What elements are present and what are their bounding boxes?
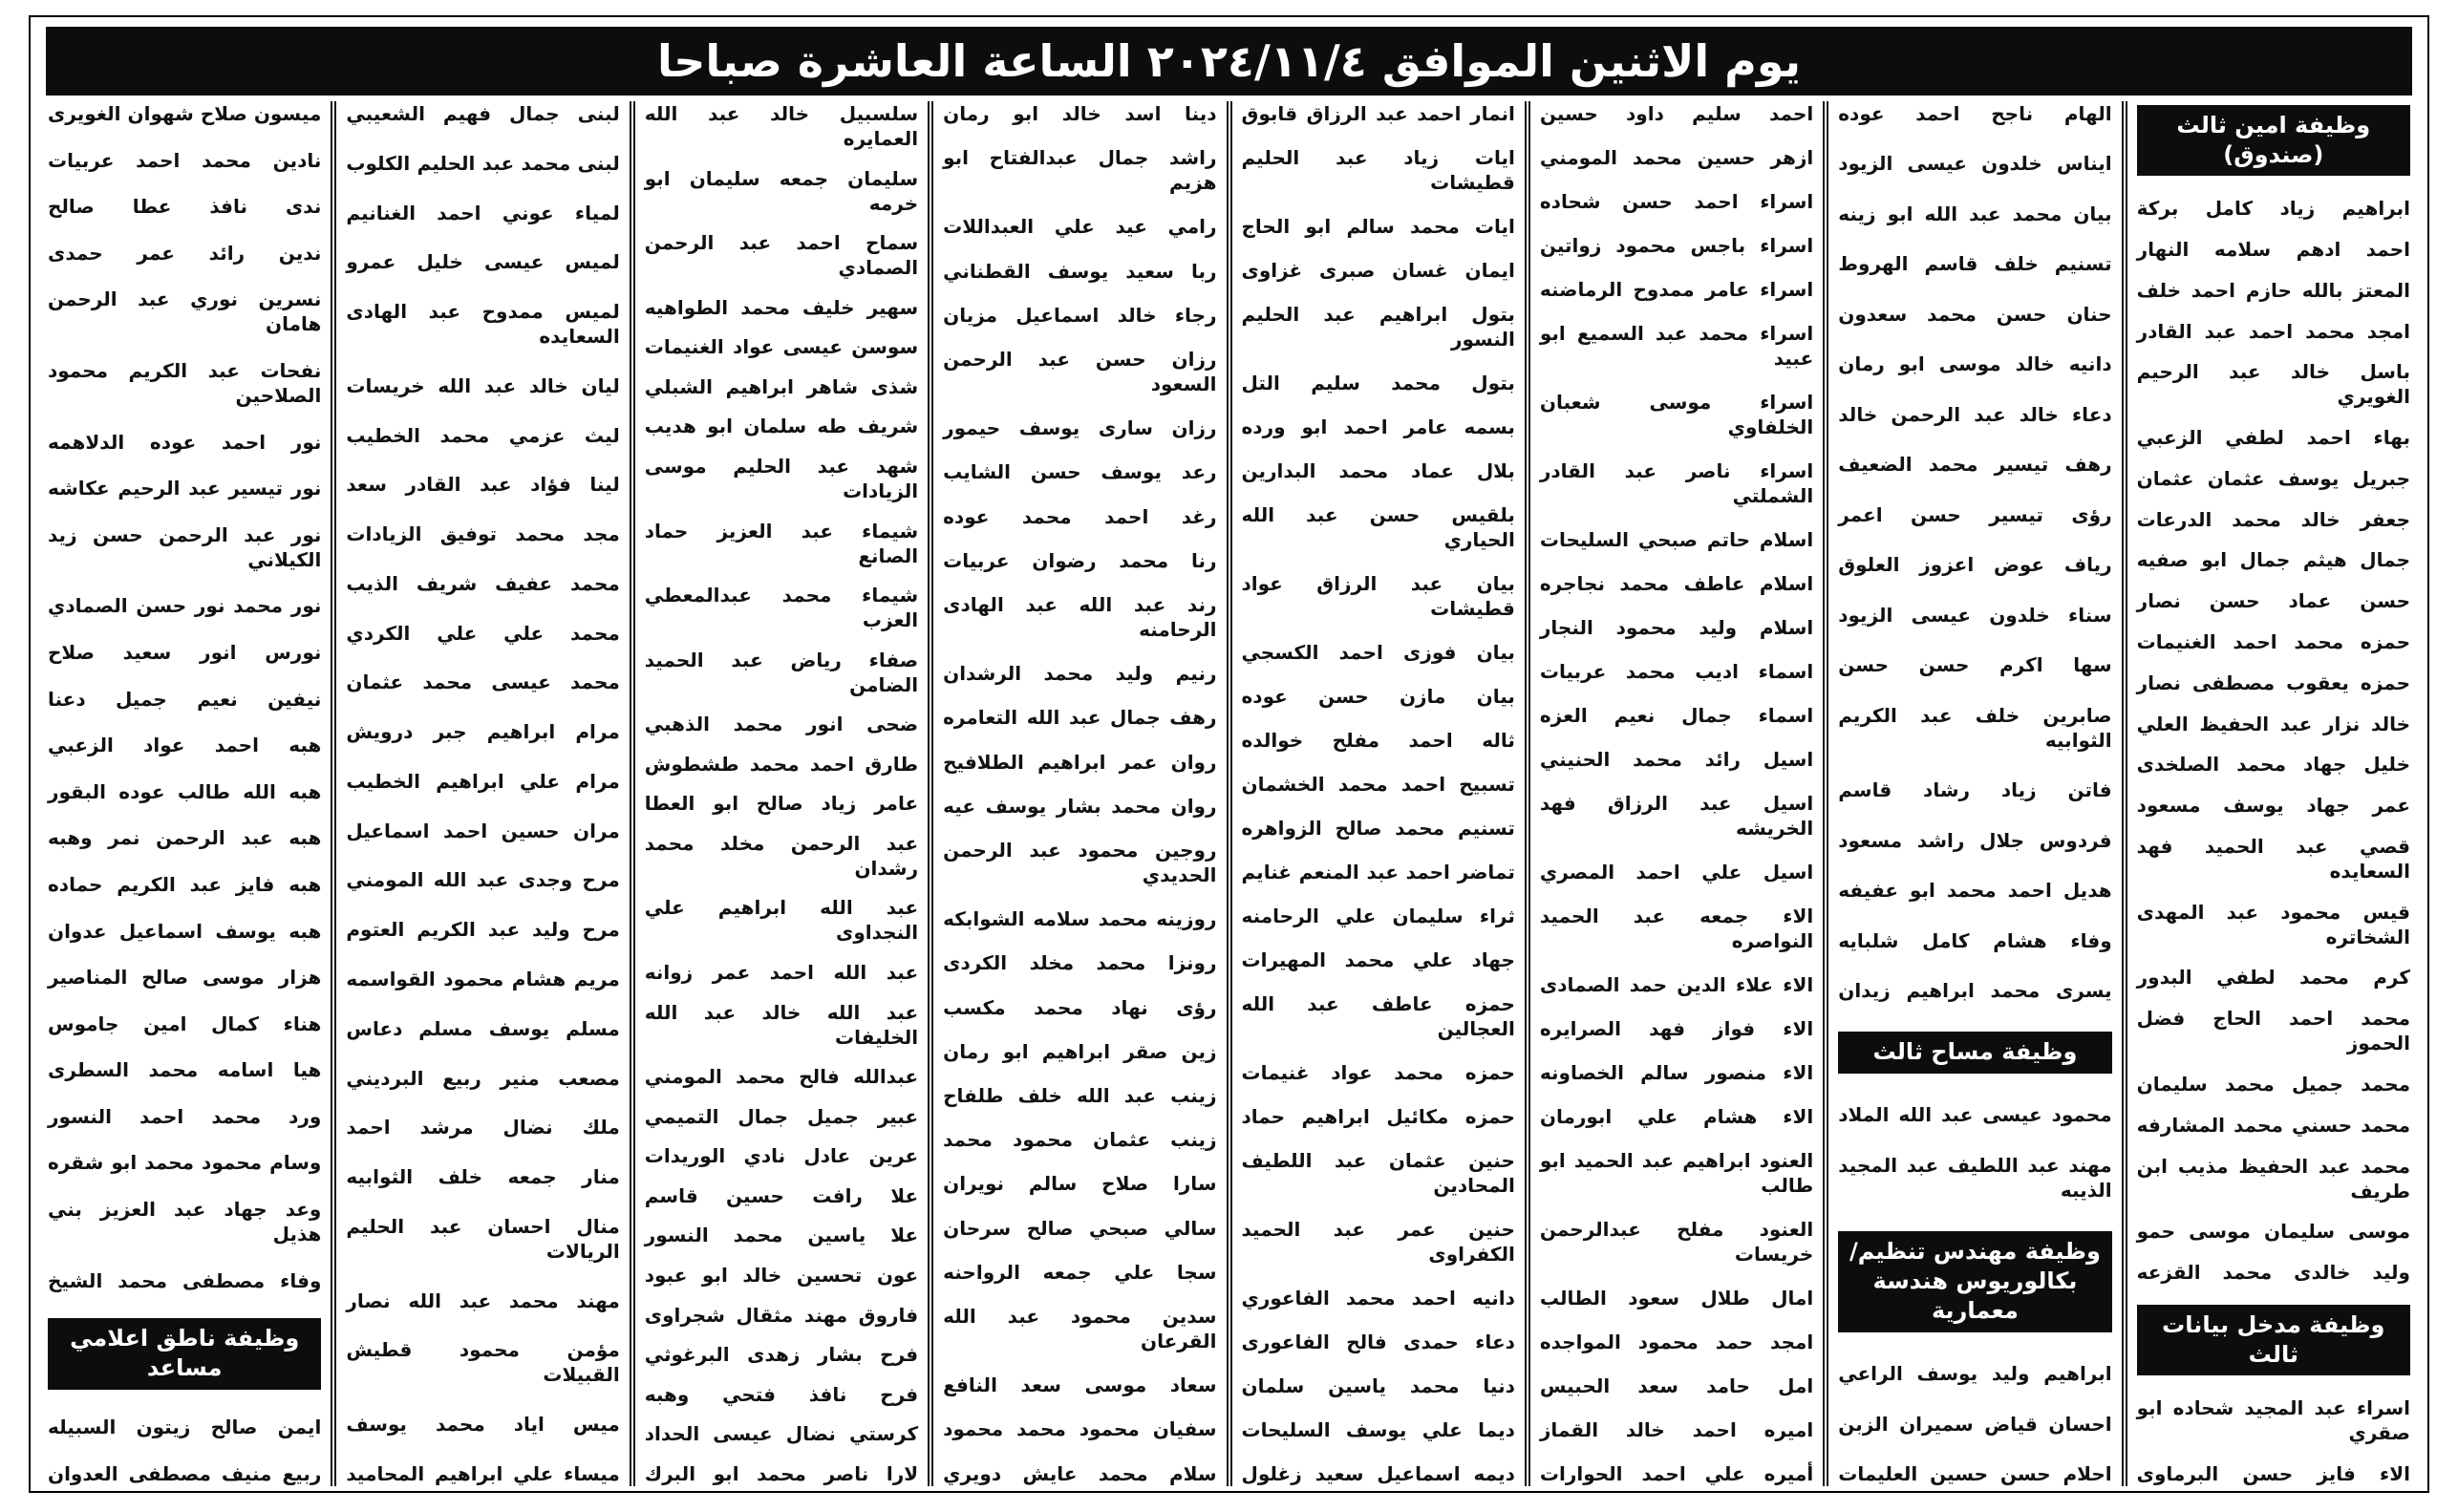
names-column	[933, 101, 1231, 1486]
candidate-name: رامي عيد علي العبداللات	[943, 215, 1217, 239]
candidate-name: العنود مفلح عبدالرحمن خريسات	[1539, 1218, 1814, 1266]
candidate-name: رغد احمد محمد عوده	[943, 504, 1217, 528]
candidate-name: انمار احمد عبد الرزاق قابوق	[1241, 102, 1515, 125]
candidate-name: ثراء سليمان علي الرحامنه	[1241, 905, 1515, 927]
candidate-name: دانيه خالد موسى ابو رمان	[1838, 352, 2112, 376]
candidate-name: رنا محمد رضوان عربيات	[943, 548, 1217, 572]
names-column	[1828, 101, 2127, 1486]
candidate-name: محمد جميل محمد سليمان	[2136, 1073, 2410, 1096]
candidate-name: ايناس خلدون عيسى الزيود	[1838, 152, 2112, 176]
candidate-name: هبه احمد عواد الزعبي	[48, 734, 322, 757]
candidate-name: علا رافت حسين قاسم	[644, 1183, 919, 1207]
candidate-name: احسان قياض سميران الزبن	[1838, 1412, 2112, 1436]
candidate-name: رياف عوض اعزوز العلوق	[1838, 553, 2112, 577]
candidate-name: بيان محمد عبد الله ابو زينه	[1838, 202, 2112, 225]
job-section-heading: وظيفة امين ثالث (صندوق)	[2137, 105, 2410, 176]
candidate-name: رزان سارى يوسف حيمور	[943, 416, 1217, 440]
candidate-name: ليان خالد عبد الله خريسات	[346, 373, 620, 397]
candidate-name: رونزا محمد مخلد الكردى	[943, 951, 1217, 975]
candidate-name: ازهر حسين محمد المومني	[1539, 146, 1814, 169]
candidate-name: محمد عبد الحفيظ مذيب ابن طريف	[2136, 1154, 2410, 1203]
names-column	[2127, 101, 2420, 1486]
candidate-name: حنين عمر عبد الحميد الكفراوى	[1241, 1218, 1515, 1266]
candidate-name: قصي عبد الحميد فهد السعايده	[2136, 834, 2410, 883]
job-section-heading: وظيفة مدخل بيانات ثالث	[2137, 1305, 2410, 1375]
candidate-name: بسمه عامر احمد ابو ورده	[1241, 415, 1515, 438]
candidate-name: سها اكرم حسن حسن	[1838, 653, 2112, 677]
candidate-name: اسراء احمد حسن شحاده	[1539, 190, 1814, 213]
candidate-name: مسلم يوسف مسلم دعاس	[346, 1016, 620, 1040]
candidate-name: سفيان محمود محمد محمود	[943, 1417, 1217, 1441]
candidate-name: رؤى نهاد محمد مكسب	[943, 995, 1217, 1019]
candidate-name: ثاله احمد مفلح خوالده	[1241, 729, 1515, 752]
candidate-name: شذى شاهر ابراهيم الشبلي	[644, 374, 919, 398]
candidate-name: مرح وجدى عبد الله المومني	[346, 868, 620, 892]
candidate-name: تماضر احمد عبد المنعم غنايم	[1241, 861, 1515, 884]
candidate-name: مجد محمد توفيق الزيادات	[346, 522, 620, 546]
candidate-name: زينب عبد الله خلف طلفاح	[943, 1084, 1217, 1108]
candidate-name: فردوس جلال راشد مسعود	[1838, 828, 2112, 852]
candidate-name: اسيل علي احمد المصري	[1539, 861, 1814, 884]
candidate-name: رزان حسن عبد الرحمن السعود	[943, 348, 1217, 396]
candidate-name: مؤمن محمود قطيش القبيلات	[346, 1338, 620, 1387]
candidate-name: عرين عادل نادي الوريدات	[644, 1144, 919, 1168]
candidate-name: لينا فؤاد عبد القادر سعد	[346, 473, 620, 497]
candidate-name: نور تيسير عبد الرحيم عكاشه	[48, 477, 322, 500]
candidate-name: بهاء احمد لطفي الزعبي	[2136, 426, 2410, 450]
candidate-name: قيس محمود عبد المهدى الشخاتره	[2136, 900, 2410, 948]
candidate-name: بتول ابراهيم عبد الحليم النسور	[1241, 303, 1515, 351]
candidate-name: هبه فايز عبد الكريم حماده	[48, 872, 322, 896]
names-column	[336, 101, 634, 1486]
candidate-name: شريف طه سلمان ابو هديب	[644, 415, 919, 438]
candidate-name: رند عبد الله عبد الهادى الرحامنه	[943, 593, 1217, 642]
candidate-name: روزينه محمد سلامه الشوابكه	[943, 907, 1217, 931]
candidate-name: وعد جهاد عبد العزيز بني هذيل	[48, 1198, 322, 1246]
names-column	[1232, 101, 1530, 1486]
candidate-name: رهف جمال عبد الله التعامره	[943, 706, 1217, 730]
candidate-name: هبه عبد الرحمن نمر وهبه	[48, 826, 322, 850]
candidate-name: حنان حسن محمد سعدون	[1838, 302, 2112, 326]
candidate-name: اميره احمد خالد القماز	[1539, 1418, 1814, 1441]
candidate-name: ملك نضال مرشد احمد	[346, 1116, 620, 1139]
candidate-name: موسى سليمان موسى حمو	[2136, 1220, 2410, 1244]
candidate-name: اسلام حاتم صبحي السليحات	[1539, 528, 1814, 551]
candidate-name: هناء كمال امين جاموس	[48, 1012, 322, 1035]
candidate-name: الاء جمعه عبد الحميد النواصره	[1539, 905, 1814, 952]
candidate-name: سماح احمد عبد الرحمن الصمادي	[644, 231, 919, 280]
candidate-name: ايات زياد عبد الحليم قطيشات	[1241, 146, 1515, 194]
candidate-name: عامر زياد صالح ابو العطا	[644, 792, 919, 816]
candidate-name: نور عبد الرحمن حسن زيد الكيلاني	[48, 522, 322, 571]
candidate-name: هيا اسامه محمد السطرى	[48, 1058, 322, 1082]
candidate-name: ندين رائد عمر حمدى	[48, 241, 322, 265]
candidate-name: روان عمر ابراهيم الطلافيح	[943, 750, 1217, 774]
candidate-name: شيماء عبد العزيز حماد الصانع	[644, 519, 919, 567]
candidate-name: الاء منصور سالم الخصاونه	[1539, 1061, 1814, 1084]
candidate-name: سلسبيل خالد عبد الله العمايره	[644, 102, 919, 150]
candidate-name: ليث عزمي محمد الخطيب	[346, 423, 620, 447]
candidate-name: تسنيم خلف قاسم الهروط	[1838, 252, 2112, 276]
candidate-name: ايات محمد سالم ابو الحاج	[1241, 215, 1515, 238]
candidate-name: نفحات عبد الكريم محمود الصلاحين	[48, 358, 322, 407]
candidate-name: اسراء عامر ممدوح الرماضنه	[1539, 278, 1814, 301]
candidate-name: ميس اياد محمد يوسف	[346, 1413, 620, 1437]
candidate-name: ربيع منيف مصطفى العدوان	[48, 1461, 322, 1485]
candidate-name: ابراهيم وليد يوسف الراعي	[1838, 1362, 2112, 1386]
candidate-name: رهف تيسير محمد الضعيف	[1838, 453, 2112, 477]
candidate-name: خالد نزار عبد الحفيظ العلي	[2136, 712, 2410, 735]
candidate-name: لمياء عوني احمد الغنانيم	[346, 201, 620, 224]
candidate-name: ديمه اسماعيل سعيد زغلول	[1241, 1462, 1515, 1485]
candidate-name: محمد حسني محمد المشارفه	[2136, 1113, 2410, 1137]
candidate-name: ضحى انور محمد الذهبي	[644, 713, 919, 736]
candidate-name: حمزه يعقوب مصطفى نصار	[2136, 671, 2410, 694]
candidate-name: لبنى جمال فهيم الشعيبي	[346, 102, 620, 125]
candidate-name: مهند عبد اللطيف عبد المجيد الذيبه	[1838, 1153, 2112, 1202]
candidate-name: عبد الله خالد عبد الله الخليفات	[644, 1000, 919, 1049]
candidate-name: رجاء خالد اسماعيل مزيان	[943, 303, 1217, 327]
candidate-name: ايمان غسان صبرى غزاوى	[1241, 259, 1515, 282]
candidate-name: مرام ابراهيم جبر درويش	[346, 720, 620, 744]
candidate-name: وفاء مصطفى محمد الشيخ	[48, 1268, 322, 1292]
candidate-name: محمود عيسى عبد الله الملاد	[1838, 1103, 2112, 1127]
candidate-name: مريم هشام محمود القواسمه	[346, 968, 620, 991]
candidate-name: روجين محمود عبد الرحمن الحديدي	[943, 839, 1217, 887]
candidate-name: لارا ناصر محمد ابو البرك	[644, 1461, 919, 1485]
candidate-name: حمزه محمد احمد الغنيمات	[2136, 629, 2410, 653]
page-title: يوم الاثنين الموافق ٢٠٢٤/١١/٤ الساعة العاشرة صباحا	[46, 27, 2412, 96]
candidate-name: الاء هشام علي ابورمان	[1539, 1105, 1814, 1128]
candidate-name: عون تحسين خالد ابو عبود	[644, 1263, 919, 1287]
candidate-name: اسماء جمال نعيم العزه	[1539, 704, 1814, 727]
candidate-name: ميساء علي ابراهيم المحاميد	[346, 1461, 620, 1485]
candidate-name: رعد يوسف حسن الشايب	[943, 460, 1217, 484]
candidate-name: مصعب منير ربيع البرديني	[346, 1066, 620, 1090]
candidate-name: صابرين خلف عبد الكريم الثوابيه	[1838, 703, 2112, 752]
candidate-name: نادين محمد احمد عربيات	[48, 148, 322, 172]
candidate-name: علا ياسين محمد النسور	[644, 1224, 919, 1247]
names-column	[38, 101, 336, 1486]
candidate-name: دعاء خالد عبد الرحمن خالد	[1838, 402, 2112, 426]
candidate-name: مران حسين احمد اسماعيل	[346, 819, 620, 842]
candidate-name: وفاء هشام كامل شلبايه	[1838, 928, 2112, 952]
candidate-name: روان محمد بشار يوسف عيه	[943, 794, 1217, 818]
candidate-name: احمد ادهم سلامه النهار	[2136, 237, 2410, 261]
candidate-name: حمزه محمد عواد غنيمات	[1241, 1061, 1515, 1084]
candidate-name: الاء فواز فهد الصرايره	[1539, 1017, 1814, 1040]
names-column	[635, 101, 933, 1486]
candidate-name: منار جمعه خلف الثوابيه	[346, 1165, 620, 1189]
candidate-name: دانيه احمد محمد الفاعوري	[1241, 1287, 1515, 1310]
candidate-name: خليل جهاد محمد الصلخدى	[2136, 753, 2410, 777]
candidate-name: ايمن صالح زيتون السبيله	[48, 1416, 322, 1439]
candidate-name: محمد عفيف شريف الذيب	[346, 571, 620, 595]
candidate-name: عبير جميل جمال التميمي	[644, 1104, 919, 1128]
candidate-name: ورد محمد احمد النسور	[48, 1104, 322, 1128]
candidate-name: بلال عماد محمد البدارين	[1241, 459, 1515, 482]
candidate-name: دنيا محمد ياسين سلمان	[1241, 1374, 1515, 1397]
candidate-name: نور محمد نور حسن الصمادي	[48, 594, 322, 618]
candidate-name: محمد علي علي الكردي	[346, 621, 620, 645]
candidate-name: زينب عثمان محمود محمد	[943, 1128, 1217, 1152]
candidate-name: عبد الرحمن مخلد محمد رشدان	[644, 831, 919, 880]
job-section-heading: وظيفة مساح ثالث	[1838, 1032, 2111, 1073]
candidate-name: لبنى محمد عبد الحليم الكلوب	[346, 151, 620, 175]
candidate-name: فاتن زياد رشاد قاسم	[1838, 778, 2112, 802]
candidate-name: جمال هيثم جمال ابو صفيه	[2136, 548, 2410, 572]
candidate-name: امجد محمد احمد عبد القادر	[2136, 319, 2410, 343]
candidate-name: يسرى محمد ابراهيم زيدان	[1838, 978, 2112, 1002]
candidate-name: هزار موسى صالح المناصير	[48, 966, 322, 990]
candidate-name: مهند محمد عبد الله نصار	[346, 1288, 620, 1312]
candidate-name: عمر جهاد يوسف مسعود	[2136, 794, 2410, 818]
candidate-name: جعفر خالد محمد الدرعات	[2136, 507, 2410, 531]
candidate-name: احلام حسن حسين العليمات	[1838, 1462, 2112, 1485]
candidate-name: اسراء عبد المجيد شحاده ابو صقري	[2136, 1396, 2410, 1445]
candidate-name: فرح نافذ فتحي وهبه	[644, 1382, 919, 1406]
candidate-name: عبد الله ابراهيم علي النجداوى	[644, 896, 919, 945]
candidate-name: نورس انور سعيد صلاح	[48, 640, 322, 664]
candidate-name: شهد عبد الحليم موسى الزيادات	[644, 454, 919, 502]
candidate-name: بيان مازن حسن عوده	[1241, 685, 1515, 708]
candidate-name: اسلام عاطف محمد نجاجره	[1539, 572, 1814, 595]
candidate-name: الهام ناجح احمد عوده	[1838, 102, 2112, 125]
candidate-name: تسنيم محمد صالح الزواهره	[1241, 817, 1515, 840]
candidate-name: حمزه عاطف عبد الله العجالين	[1241, 992, 1515, 1040]
job-section-heading: وظيفة ناطق اعلامي مساعد	[48, 1318, 321, 1389]
candidate-name: المعتز بالله حازم احمد خلف	[2136, 278, 2410, 302]
candidate-name: امجد حمد محمود المواجده	[1539, 1331, 1814, 1353]
candidate-name: اسيل عبد الرزاق فهد الخريشه	[1539, 792, 1814, 840]
candidate-name: اسراء محمد عبد السميع ابو عبيد	[1539, 322, 1814, 370]
candidate-name: ديما علي يوسف السليحات	[1241, 1418, 1515, 1441]
candidate-name: صفاء رياض عبد الحميد الضامن	[644, 648, 919, 696]
candidate-name: باسل خالد عبد الرحيم الغويري	[2136, 360, 2410, 409]
names-columns	[38, 101, 2420, 1486]
candidate-name: دينا اسد خالد ابو رمان	[943, 102, 1217, 125]
candidate-name: لميس عيسى خليل عمرو	[346, 250, 620, 274]
candidate-name: تسبيح احمد محمد الخشمان	[1241, 773, 1515, 796]
names-column	[1530, 101, 1828, 1486]
candidate-name: فرح بشار زهدى البرغوثي	[644, 1343, 919, 1367]
candidate-name: اسراء ناصر عبد القادر الشملتي	[1539, 459, 1814, 507]
candidate-name: سارا صلاح سالم نويران	[943, 1172, 1217, 1196]
candidate-name: عبد الله احمد عمر زوانه	[644, 961, 919, 984]
candidate-name: حسن عماد حسن نصار	[2136, 589, 2410, 613]
candidate-name: سوسن عيسى عواد الغنيمات	[644, 335, 919, 359]
candidate-name: نور احمد عوده الدلاهمه	[48, 430, 322, 454]
candidate-name: حمزه مكائيل ابراهيم حماد	[1241, 1105, 1515, 1128]
candidate-name: راشد جمال عبدالفتاح ابو هزيم	[943, 146, 1217, 195]
candidate-name: دعاء حمدى فالح الفاعورى	[1241, 1331, 1515, 1353]
candidate-name: احمد سليم داود حسين	[1539, 102, 1814, 125]
candidate-name: رنيم وليد محمد الرشدان	[943, 662, 1217, 686]
candidate-name: ندى نافذ عطا صالح	[48, 195, 322, 219]
candidate-name: جبريل يوسف عثمان عثمان	[2136, 466, 2410, 490]
candidate-name: الاء فايز حسن البرماوى	[2136, 1461, 2410, 1485]
candidate-name: سعاد موسى سعد النافع	[943, 1374, 1217, 1397]
candidate-name: بيان عبد الرزاق عواد قطيشات	[1241, 572, 1515, 620]
candidate-name: بيان فوزى احمد الكسجي	[1241, 641, 1515, 664]
candidate-name: مرح وليد عبد الكريم العتوم	[346, 918, 620, 942]
candidate-name: منال احسان عبد الحليم الريالات	[346, 1214, 620, 1263]
job-section-heading: وظيفة مهندس تنظيم/ بكالوريوس هندسة معمارية	[1838, 1231, 2111, 1332]
candidate-name: اسماء اديب محمد عربيات	[1539, 660, 1814, 683]
candidate-name: نسرين نوري عبد الرحمن هامان	[48, 287, 322, 336]
candidate-name: ابراهيم زياد كامل بركة	[2136, 197, 2410, 221]
candidate-name: الاء علاء الدين حمد الصمادى	[1539, 973, 1814, 996]
candidate-name: مرام علي ابراهيم الخطيب	[346, 769, 620, 793]
candidate-name: بلقيس حسن عبد الله الحياري	[1241, 503, 1515, 551]
candidate-name: هديل احمد محمد ابو عفيفه	[1838, 879, 2112, 903]
candidate-name: وسام محمود محمد ابو شقره	[48, 1151, 322, 1175]
candidate-name: فاروق مهند مثقال شجراوى	[644, 1303, 919, 1327]
candidate-name: سناء خلدون عيسى الزيود	[1838, 603, 2112, 627]
candidate-name: سليمان جمعه سليمان ابو خرمه	[644, 166, 919, 215]
candidate-name: أميره علي احمد الحوارات	[1539, 1462, 1814, 1485]
candidate-name: كرستي نضال عيسى الحداد	[644, 1422, 919, 1446]
candidate-name: امل حامد سعد الحبيس	[1539, 1374, 1814, 1397]
candidate-name: امال طلال سعود الطالب	[1539, 1287, 1814, 1310]
candidate-name: محمد احمد الحاج فضل الحموز	[2136, 1007, 2410, 1055]
candidate-name: ميسون صلاح شهوان الغويرى	[48, 102, 322, 125]
candidate-name: محمد عيسى محمد عثمان	[346, 671, 620, 694]
candidate-name: اسلام وليد محمود النجار	[1539, 616, 1814, 639]
candidate-name: كرم محمد لطفي البدور	[2136, 966, 2410, 990]
candidate-name: زين صقر ابراهيم ابو رمان	[943, 1039, 1217, 1063]
candidate-name: لميس ممدوح عبد الهادى السعايده	[346, 300, 620, 349]
candidate-name: ربا سعيد يوسف القطناني	[943, 259, 1217, 283]
candidate-name: عبدالله فالح محمد المومني	[644, 1065, 919, 1089]
candidate-name: شيماء محمد عبدالمعطي العزب	[644, 584, 919, 632]
candidate-name: هبه يوسف اسماعيل عدوان	[48, 919, 322, 943]
candidate-name: اسراء موسى شعبان الخلفاوي	[1539, 391, 1814, 438]
candidate-name: رؤى تيسير حسن اعمر	[1838, 502, 2112, 526]
candidate-name: سجا علي جمعه الرواحنه	[943, 1260, 1217, 1284]
candidate-name: سهير خليف محمد الطواهيه	[644, 295, 919, 319]
candidate-name: بتول محمد سليم التل	[1241, 372, 1515, 394]
candidate-name: سلام محمد عايش دويري	[943, 1461, 1217, 1485]
candidate-name: حنين عثمان عبد اللطيف المحادين	[1241, 1149, 1515, 1197]
candidate-name: طارق احمد محمد طشطوش	[644, 752, 919, 776]
candidate-name: سدين محمود عبد الله القرعان	[943, 1305, 1217, 1353]
candidate-name: وليد خالدى محمد القزعه	[2136, 1261, 2410, 1285]
candidate-name: سالي صبحي صالح سرحان	[943, 1216, 1217, 1240]
candidate-name: العنود ابراهيم عبد الحميد ابو طالب	[1539, 1149, 1814, 1197]
candidate-name: جهاد علي محمد المهيرات	[1241, 948, 1515, 971]
candidate-name: اسيل رائد محمد الحنيني	[1539, 748, 1814, 771]
candidate-name: اسراء باجس محمود زواتين	[1539, 234, 1814, 257]
candidate-name: نيفين نعيم جميل دعنا	[48, 687, 322, 711]
candidate-name: هبه الله طالب عوده البقور	[48, 779, 322, 803]
